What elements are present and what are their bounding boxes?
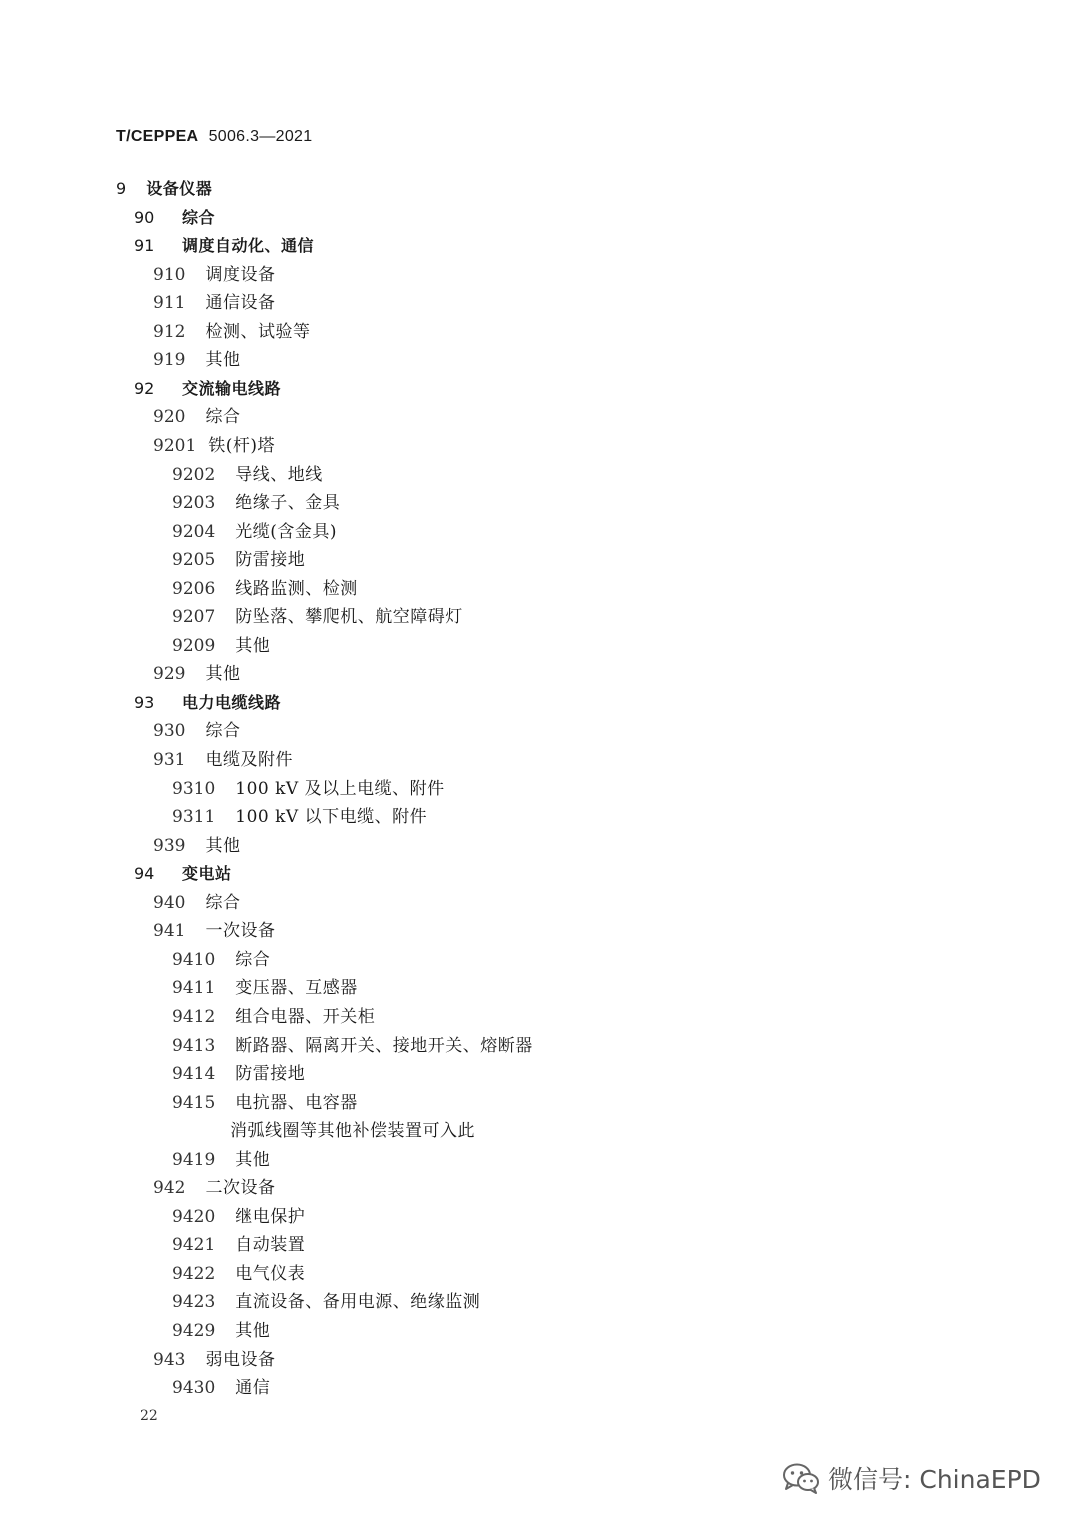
entry-code: 912 [153, 321, 186, 342]
entry-text: 断路器、隔离开关、接地开关、熔断器 [235, 1035, 533, 1056]
entry-row [153, 832, 240, 860]
entry-row [172, 489, 340, 517]
entry-text: 绝缘子、金具 [235, 493, 341, 514]
entry-row [172, 1003, 375, 1031]
entry-row [153, 261, 275, 289]
entry-text: 导线、地线 [235, 464, 323, 485]
entry-code: 9411 [172, 978, 216, 999]
entry-code: 9415 [172, 1092, 216, 1113]
entry-text: 电缆及附件 [205, 750, 293, 770]
entry-code: 939 [153, 835, 186, 856]
entry-row [153, 1346, 275, 1374]
entry-text: 综合 [205, 407, 241, 428]
entry-row [134, 860, 232, 888]
entry-row [172, 546, 305, 574]
entry-code: 91 [134, 236, 155, 256]
entry-text: 综合 [182, 207, 216, 227]
entry-code: 9202 [172, 464, 216, 485]
document-header [116, 128, 312, 146]
entry-row [153, 917, 275, 945]
entry-text: 100 kV 以下电缆、附件 [235, 807, 428, 828]
entry-text: 线路监测、检测 [235, 578, 358, 599]
entry-row [134, 375, 281, 403]
entry-row [172, 1146, 270, 1174]
entry-code: 920 [153, 407, 186, 428]
entry-code: 9204 [172, 521, 216, 542]
entry-row [172, 632, 270, 660]
entry-row [134, 204, 215, 232]
entry-row [134, 232, 314, 260]
entry-text: 继电保护 [235, 1206, 306, 1227]
entry-code: 92 [134, 378, 155, 398]
entry-text: 电力电缆线路 [182, 692, 282, 712]
entry-row [153, 403, 240, 431]
entry-text: 100 kV 及以上电缆、附件 [235, 778, 445, 799]
entry-row [172, 803, 427, 831]
entry-row [172, 575, 358, 603]
entry-row [172, 518, 337, 546]
entry-code: 9 [116, 179, 127, 198]
entry-code: 919 [153, 350, 186, 371]
entry-row [172, 1032, 533, 1060]
entry-code: 943 [153, 1349, 186, 1370]
entry-row [153, 1174, 275, 1202]
entry-row [172, 775, 445, 803]
entry-code: 9422 [172, 1263, 216, 1284]
entry-row [153, 318, 310, 346]
entry-code: 942 [153, 1178, 186, 1199]
entry-code: 9420 [172, 1206, 216, 1227]
entry-row [172, 946, 270, 974]
entry-text: 组合电器、开关柜 [235, 1006, 376, 1027]
entry-text: 其他 [205, 835, 241, 856]
entry-code: 940 [153, 892, 186, 913]
entry-row [172, 603, 463, 631]
entry-text: 防雷接地 [235, 550, 306, 571]
entry-row [172, 1089, 358, 1117]
entry-text: 电气仪表 [235, 1263, 306, 1284]
entry-code: 90 [134, 207, 155, 227]
entry-text: 电抗器、电容器 [235, 1092, 358, 1113]
entry-text: 其他 [205, 350, 241, 371]
entry-code: 9206 [172, 578, 216, 599]
wechat-icon [782, 1462, 820, 1494]
entry-code: 9205 [172, 550, 216, 571]
entry-row [172, 1288, 480, 1316]
entry-text: 通信 [235, 1378, 271, 1399]
entry-code: 9203 [172, 493, 216, 514]
entry-row [172, 1317, 270, 1345]
entry-code: 9209 [172, 635, 216, 656]
entry-code: 9410 [172, 949, 216, 970]
entry-code: 9414 [172, 1064, 216, 1085]
entry-row [153, 889, 240, 917]
standard-number: 5006.3—2021 [208, 128, 313, 145]
entry-text: 调度自动化、通信 [182, 236, 315, 256]
entry-row [172, 1260, 305, 1288]
entry-code: 931 [153, 750, 186, 770]
entry-text: 检测、试验等 [205, 321, 311, 342]
entry-text: 其他 [235, 1149, 271, 1170]
entry-code: 9419 [172, 1149, 216, 1170]
entry-row [172, 974, 358, 1002]
entry-text: 消弧线圈等其他补偿装置可入此 [230, 1121, 475, 1142]
entry-row [153, 346, 240, 374]
entry-text: 综合 [205, 721, 241, 742]
entry-code: 911 [153, 293, 186, 314]
entry-code: 9412 [172, 1006, 216, 1027]
entry-text: 综合 [205, 892, 241, 913]
entry-text: 一次设备 [205, 921, 276, 942]
watermark [782, 1460, 1041, 1496]
entry-text: 设备仪器 [146, 179, 213, 198]
entry-text: 其他 [235, 1321, 271, 1341]
entry-row [172, 1203, 305, 1231]
standard-series: T/CEPPEA [116, 128, 198, 145]
entry-code: 9311 [172, 807, 216, 828]
entry-row [172, 1231, 305, 1259]
entry-text: 自动装置 [235, 1235, 306, 1256]
entry-text: 二次设备 [205, 1178, 276, 1199]
entry-row [172, 1060, 305, 1088]
entry-code: 930 [153, 721, 186, 742]
entry-row [153, 289, 275, 317]
entry-note [230, 1117, 475, 1145]
entry-text: 通信设备 [205, 293, 276, 314]
page-number: 22 [140, 1408, 158, 1424]
entry-code: 9430 [172, 1378, 216, 1399]
entry-text: 直流设备、备用电源、绝缘监测 [235, 1292, 481, 1313]
entry-code: 929 [153, 664, 186, 685]
entry-row [153, 746, 293, 774]
entry-text: 综合 [235, 949, 271, 970]
entry-code: 9423 [172, 1292, 216, 1313]
entry-text: 防雷接地 [235, 1064, 306, 1085]
entry-text: 铁(杆)塔 [208, 435, 276, 456]
entry-code: 9201 [153, 435, 197, 456]
entry-row [172, 461, 323, 489]
entry-text: 变电站 [182, 864, 232, 884]
entry-text: 变压器、互感器 [235, 978, 358, 999]
entry-row [116, 175, 212, 203]
entry-code: 9421 [172, 1235, 216, 1256]
entry-row [153, 432, 275, 460]
entry-code: 94 [134, 864, 155, 884]
entry-text: 其他 [235, 635, 271, 656]
entry-text: 调度设备 [205, 264, 276, 285]
entry-text: 弱电设备 [205, 1349, 276, 1370]
entry-code: 941 [153, 921, 186, 942]
entry-text: 其他 [205, 664, 241, 685]
entry-code: 9207 [172, 607, 216, 628]
entry-row [153, 717, 240, 745]
entry-code: 93 [134, 692, 155, 712]
entry-row [134, 689, 281, 717]
entry-row [172, 1374, 270, 1402]
entry-text: 交流输电线路 [182, 378, 282, 398]
entry-code: 9429 [172, 1321, 216, 1341]
entry-row [153, 660, 240, 688]
watermark-text: 微信号: ChinaEPD [828, 1465, 1041, 1494]
entry-text: 防坠落、攀爬机、航空障碍灯 [235, 607, 463, 628]
entry-text: 光缆(含金具) [235, 521, 338, 542]
entry-code: 9413 [172, 1035, 216, 1056]
entry-code: 9310 [172, 778, 216, 799]
entry-code: 910 [153, 264, 186, 285]
